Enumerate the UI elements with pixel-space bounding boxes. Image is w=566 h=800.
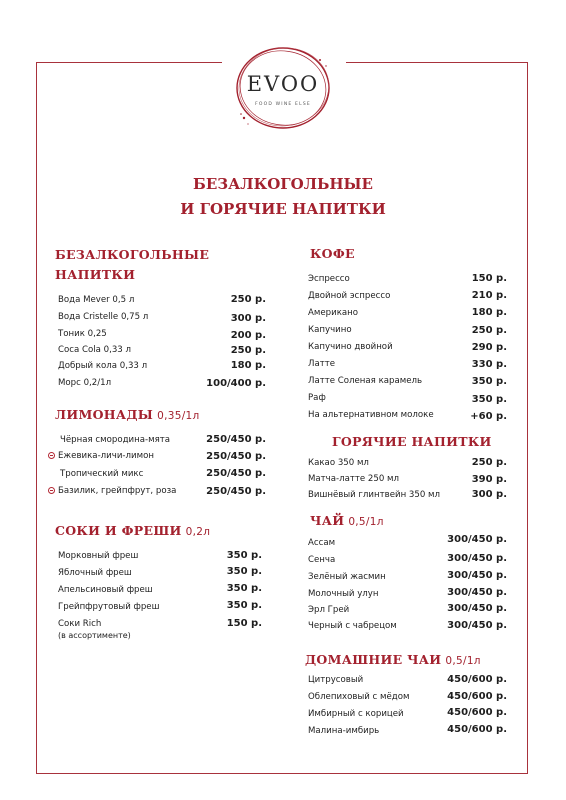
- list-item-name: Матча-латте 250 мл: [308, 474, 400, 484]
- list-item-price: +60 р.: [470, 411, 507, 422]
- section-heading-text: ДОМАШНИЕ ЧАИ: [305, 652, 442, 667]
- list-item-price: 250/450 р.: [206, 434, 266, 445]
- list-item-name: Молочный улун: [308, 589, 379, 599]
- section-volume: 0,5/1л: [348, 516, 384, 528]
- section-heading-soft-drinks: [55, 245, 209, 285]
- section-heading-text: ЧАЙ: [310, 513, 345, 528]
- list-item-price: 150 р.: [226, 618, 262, 629]
- section-heading-coffee: [310, 244, 355, 264]
- list-item-name: Зелёный жасмин: [308, 572, 386, 582]
- list-item-price: 300/450 р.: [447, 620, 507, 631]
- page-title-line1: БЕЗАЛКОГОЛЬНЫЕ: [193, 175, 373, 193]
- list-item-price: 450/600 р.: [447, 724, 507, 735]
- list-item-price: 330 р.: [471, 359, 507, 370]
- list-item-name: Морковный фреш: [58, 551, 139, 561]
- list-item-price: 290 р.: [471, 342, 507, 353]
- list-item-price: 350 р.: [226, 566, 262, 577]
- list-item-name: Раф: [308, 393, 326, 403]
- list-item-price: 450/600 р.: [447, 674, 507, 685]
- list-item-price: 250 р.: [471, 325, 507, 336]
- list-item-name: На альтернативном молоке: [308, 410, 434, 420]
- list-item-name: Ассам: [308, 538, 336, 548]
- list-item-price: 300/450 р.: [447, 570, 507, 581]
- section-heading-juices: [55, 521, 210, 542]
- list-item-price: 300 р.: [230, 313, 266, 324]
- list-item-price: 250 р.: [230, 294, 266, 305]
- list-item-price: 180 р.: [230, 360, 266, 371]
- list-item-note: (в ассортименте): [58, 631, 131, 640]
- list-item-name: Coca Cola 0,33 л: [58, 345, 131, 355]
- section-heading-hot-drinks: [332, 432, 492, 452]
- section-volume: 0,35/1л: [157, 410, 200, 422]
- list-item-price: 300/450 р.: [447, 553, 507, 564]
- list-item-name: Апельсиновый фреш: [58, 585, 153, 595]
- vegan-leaf-icon: [48, 452, 55, 459]
- list-item-price: 350 р.: [226, 600, 262, 611]
- list-item-price: 300/450 р.: [447, 587, 507, 598]
- list-item-name: Капучино двойной: [308, 342, 393, 352]
- section-heading-home-tea: [305, 650, 481, 671]
- list-item-name: Грейпфрутовый фреш: [58, 602, 160, 612]
- list-item-name: Цитрусовый: [308, 675, 364, 685]
- list-item-price: 250/450 р.: [206, 486, 266, 497]
- list-item-price: 210 р.: [471, 290, 507, 301]
- list-item-name: Какао 350 мл: [308, 458, 369, 468]
- list-item-price: 250 р.: [471, 457, 507, 468]
- list-item-price: 450/600 р.: [447, 691, 507, 702]
- list-item-price: 300 р.: [471, 489, 507, 500]
- section-heading-text: ЛИМОНАДЫ: [55, 407, 154, 422]
- page-title-line2: И ГОРЯЧИЕ НАПИТКИ: [180, 200, 386, 218]
- list-item-name: Чёрная смородина-мята: [60, 435, 171, 445]
- list-item-name: Базилик, грейпфрут, роза: [58, 486, 177, 496]
- list-item-price: 390 р.: [471, 474, 507, 485]
- section-volume: 0,2л: [185, 526, 211, 538]
- list-item-name: Латте Соленая карамель: [308, 376, 423, 386]
- list-item-name: Эспрессо: [308, 274, 350, 284]
- list-item-name: Яблочный фреш: [58, 568, 132, 578]
- vegan-leaf-icon: [48, 487, 55, 494]
- list-item-name: Американо: [308, 308, 359, 318]
- list-item-name: Морс 0,2/1л: [58, 378, 112, 388]
- list-item-price: 200 р.: [230, 330, 266, 341]
- list-item-price: 180 р.: [471, 307, 507, 318]
- section-heading-lemonades: [55, 405, 200, 426]
- list-item-name: Тропический микс: [60, 469, 144, 479]
- section-heading-text: СОКИ И ФРЕШИ: [55, 523, 182, 538]
- section-volume: 0,5/1л: [445, 655, 481, 667]
- brand-name: EVOO: [246, 72, 320, 96]
- list-item-name: Латте: [308, 359, 336, 369]
- list-item-price: 350 р.: [226, 550, 262, 561]
- list-item-name: Имбирный с корицей: [308, 709, 404, 719]
- section-heading-tea: [310, 511, 384, 532]
- section-heading-line1: БЕЗАЛКОГОЛЬНЫЕ: [55, 247, 210, 262]
- list-item-price: 300/450 р.: [447, 534, 507, 545]
- list-item-name: Добрый кола 0,33 л: [58, 361, 148, 371]
- list-item-price: 350 р.: [471, 376, 507, 387]
- list-item-name: Малина-имбирь: [308, 726, 380, 736]
- section-heading-text: КОФЕ: [310, 246, 355, 261]
- list-item-name: Черный с чабрецом: [308, 621, 397, 631]
- list-item-price: 100/400 р.: [206, 378, 266, 389]
- list-item-price: 150 р.: [471, 273, 507, 284]
- list-item-price: 300/450 р.: [447, 603, 507, 614]
- list-item-name: Ежевика-личи-лимон: [58, 451, 154, 461]
- list-item-name: Капучино: [308, 325, 352, 335]
- list-item-price: 250/450 р.: [206, 451, 266, 462]
- list-item-name: Вода Cristelle 0,75 л: [58, 312, 149, 322]
- list-item-price: 350 р.: [471, 394, 507, 405]
- brand-tagline: FOOD WINE ELSE: [255, 102, 311, 107]
- list-item-name: Двойной эспрессо: [308, 291, 391, 301]
- list-item-name: Сенча: [308, 555, 336, 565]
- list-item-name: Вода Mever 0,5 л: [58, 295, 135, 305]
- list-item-price: 250 р.: [230, 345, 266, 356]
- list-item-name: Тоник 0,25: [58, 329, 107, 339]
- list-item-name: Эрл Грей: [308, 605, 350, 615]
- list-item-name: Облепиховый с мёдом: [308, 692, 410, 702]
- list-item-name: Соки Rich: [58, 619, 102, 629]
- list-item-name: Вишнёвый глинтвейн 350 мл: [308, 490, 441, 500]
- list-item-price: 250/450 р.: [206, 468, 266, 479]
- list-item-price: 350 р.: [226, 583, 262, 594]
- list-item-price: 450/600 р.: [447, 707, 507, 718]
- section-heading-line2: НАПИТКИ: [55, 267, 136, 282]
- section-heading-text: ГОРЯЧИЕ НАПИТКИ: [332, 434, 492, 449]
- page-title: [0, 172, 566, 222]
